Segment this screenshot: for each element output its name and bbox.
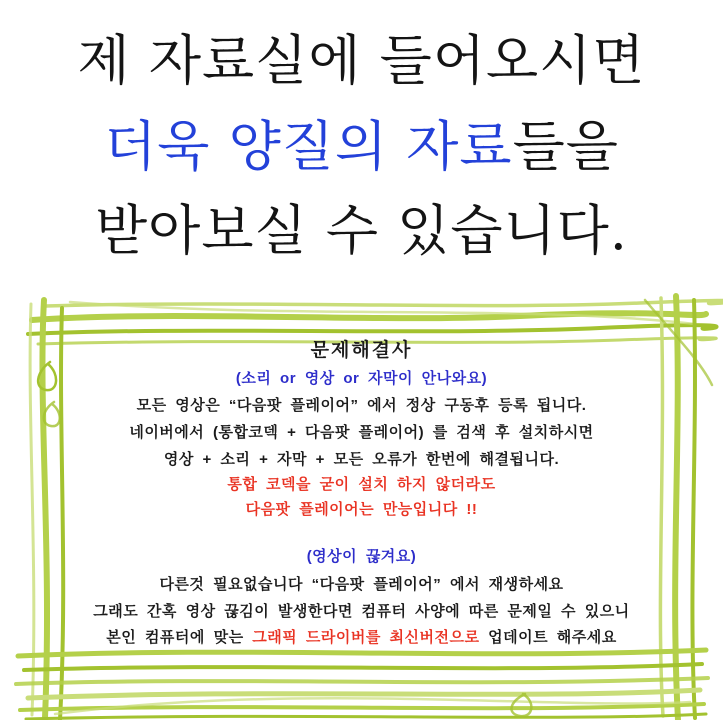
headline-line-2-black: 들을 xyxy=(512,115,619,178)
section2-heading: (영상이 끊겨요) xyxy=(306,548,417,565)
section1-line-2: 네이버에서 (통합코덱 + 다음팟 플레이어) 를 검색 후 설치하시면 xyxy=(129,424,594,441)
section2-line-1: 다른것 필요없습니다 “다음팟 플레이어” 에서 재생하세요 xyxy=(159,576,564,593)
section1-red-line-1: 통합 코덱을 굳이 설치 하지 않더라도 xyxy=(227,476,496,493)
section1-red-line-2: 다음팟 플레이어는 만능입니다 !! xyxy=(245,501,478,518)
section1-heading: (소리 or 영상 or 자막이 안나와요) xyxy=(235,370,488,387)
section1-line-3: 영상 + 소리 + 자막 + 모든 오류가 한번에 해결됩니다. xyxy=(163,451,560,468)
section2-line-3 xyxy=(40,628,683,648)
box-title: 문제해결사 xyxy=(310,340,413,361)
section2-line-3-red: 그래픽 드라이버를 최신버전으로 xyxy=(252,629,480,646)
headline-line-2-blue: 더욱 양질의 자료 xyxy=(104,115,513,178)
section1-line-1: 모든 영상은 “다음팟 플레이어” 에서 정상 구동후 등록 됩니다. xyxy=(136,397,587,414)
headline-line-2 xyxy=(0,116,723,178)
section2-line-3-suffix: 업데이트 해주세요 xyxy=(479,629,617,646)
headline-line-1: 제 자료실에 들어오시면 xyxy=(77,29,646,92)
section2-line-2: 그래도 간혹 영상 끊김이 발생한다면 컴퓨터 사양에 따른 문제일 수 있으니 xyxy=(93,603,630,620)
headline-line-3: 받아보실 수 있습니다. xyxy=(95,199,628,262)
section2-line-3-prefix: 본인 컴퓨터에 맞는 xyxy=(106,629,253,646)
